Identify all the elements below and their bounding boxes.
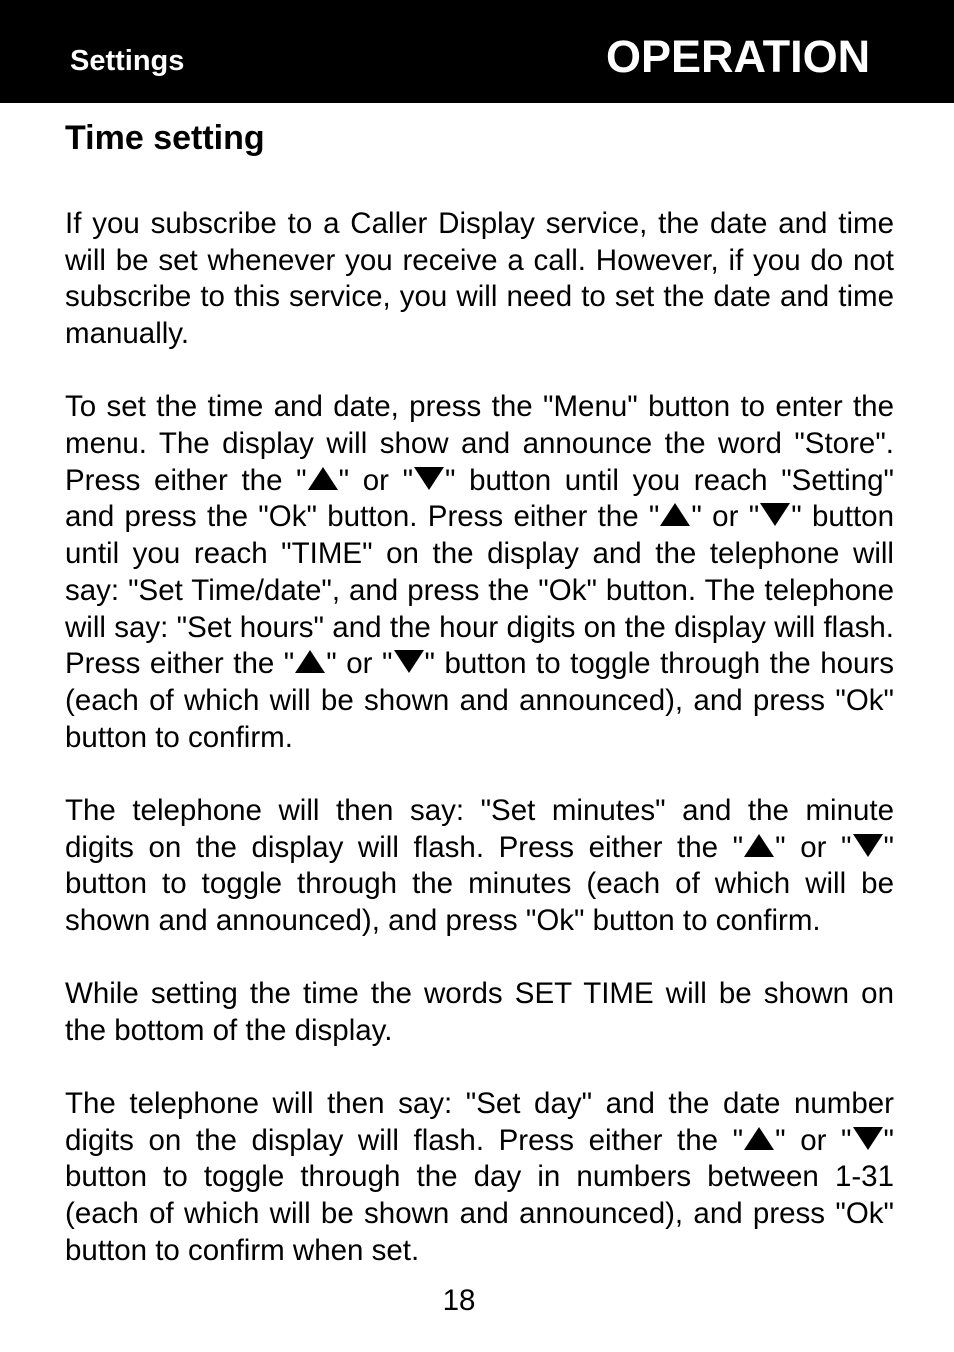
up-triangle-icon bbox=[744, 1127, 774, 1150]
paragraph-menu-instructions bbox=[65, 389, 894, 756]
up-triangle-icon bbox=[295, 650, 325, 673]
down-triangle-icon bbox=[760, 503, 790, 526]
down-triangle-icon bbox=[853, 834, 883, 857]
section-label: Settings bbox=[70, 45, 185, 77]
paragraph-intro bbox=[65, 206, 894, 353]
text-run: " button until you reach "TIME" on the display and the telephone will say: "Set Time/date", and press the "Ok" button. The telephone will say: "Set hours" and the hour digits on the display will flash. Press either the " bbox=[65, 500, 894, 681]
text-run: The telephone will then say: "Set day" and the date number digits on the display will flash. Press either the " bbox=[65, 1087, 894, 1157]
up-triangle-icon bbox=[660, 503, 690, 526]
down-triangle-icon bbox=[394, 650, 424, 673]
chapter-title: OPERATION bbox=[606, 31, 871, 82]
page-number: 18 bbox=[442, 1284, 476, 1317]
text-run: The telephone will then say: "Set minutes" and the minute digits on the display will flash. Press either the " bbox=[65, 793, 894, 864]
text-run: " button to toggle through the day in numbers between 1-31 (each of which will be shown and announced), and press "Ok" button to confirm when set. bbox=[65, 1123, 894, 1267]
text-run: " button to toggle through the hours (each of which will be shown and announced), and press "Ok" button to confirm. bbox=[65, 647, 894, 754]
down-triangle-icon bbox=[414, 467, 444, 490]
text-run: " or " bbox=[326, 647, 393, 681]
header-bar bbox=[0, 0, 954, 103]
text-run: " or " bbox=[338, 463, 414, 497]
text-run: " button until you reach "Setting" and press the "Ok" button. Press either the " bbox=[65, 463, 894, 534]
page-heading: Time setting bbox=[65, 119, 265, 157]
up-triangle-icon bbox=[308, 467, 338, 490]
text-run: " or " bbox=[691, 500, 760, 534]
text-run: To set the time and date, press the "Menu" button to enter the menu. The display will show and announce the word "Store". Press either the " bbox=[65, 390, 894, 497]
up-triangle-icon bbox=[744, 834, 774, 857]
text-run: If you subscribe to a Caller Display service, the date and time will be set whenever you receive a call. However, if you do not subscribe to this service, you will need to set the date and time manually. bbox=[65, 207, 894, 351]
text-run: While setting the time the words SET TIME will be shown on the bottom of the display. bbox=[65, 977, 894, 1047]
text-run: " button to toggle through the minutes (each of which will be shown and announced), and press "Ok" button to confirm. bbox=[65, 830, 894, 937]
paragraph-minutes bbox=[65, 793, 894, 940]
paragraph-day bbox=[65, 1086, 894, 1270]
text-run: " or " bbox=[775, 830, 852, 864]
down-triangle-icon bbox=[853, 1127, 883, 1150]
text-run: " or " bbox=[775, 1123, 852, 1157]
paragraph-set-time-display bbox=[65, 976, 894, 1049]
body-text bbox=[65, 206, 894, 1306]
